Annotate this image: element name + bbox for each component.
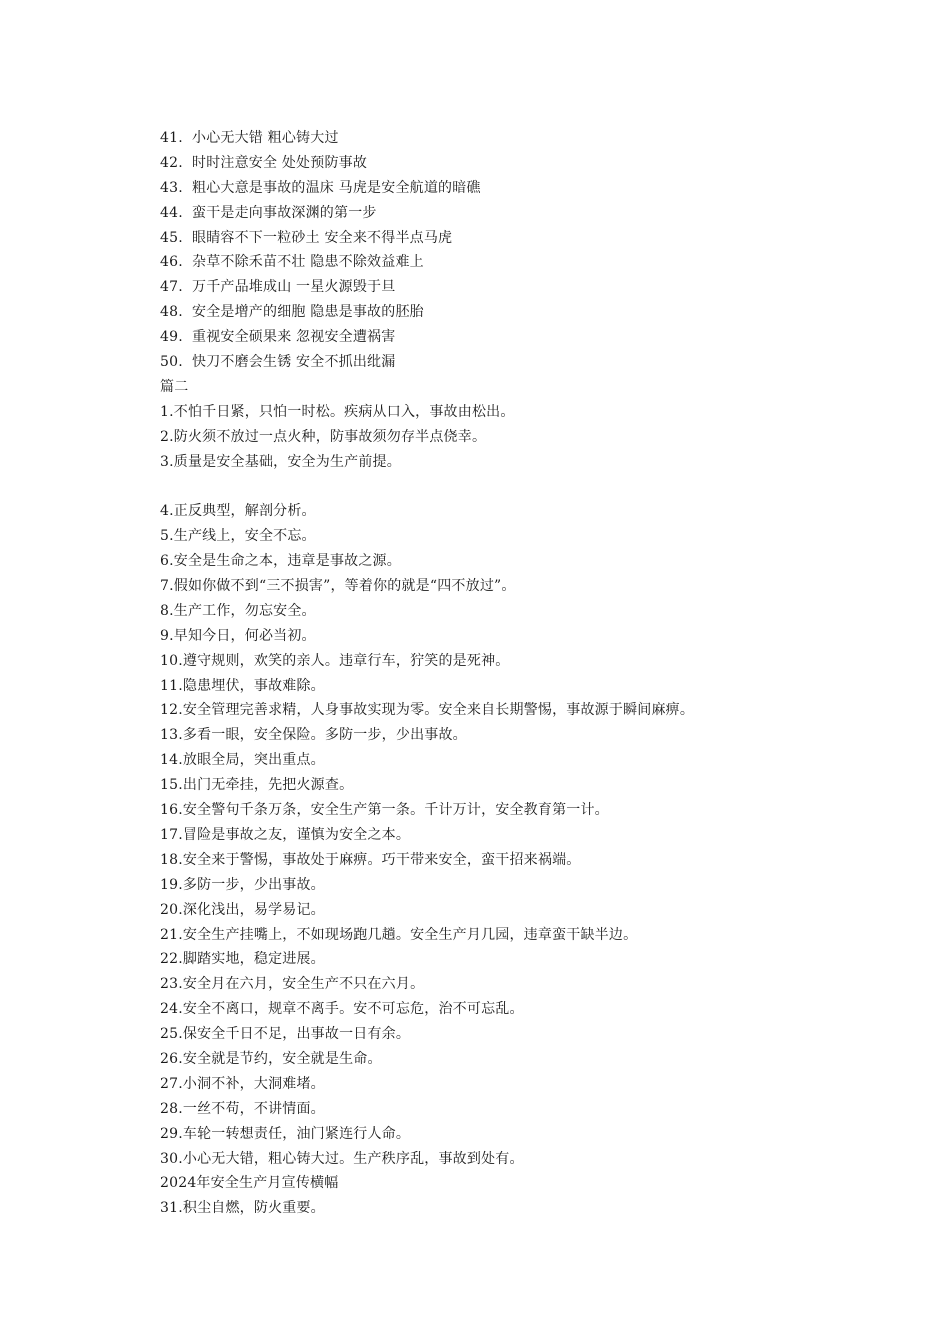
slogan-list-part-two-b bbox=[160, 499, 900, 1171]
list-item: 11.隐患埋伏，事故难除。 bbox=[160, 677, 325, 694]
list-item: 48. 安全是增产的细胞 隐患是事故的胚胎 bbox=[160, 304, 424, 321]
list-item: 26.安全就是节约，安全就是生命。 bbox=[160, 1050, 382, 1067]
list-item: 45. 眼睛容不下一粒砂土 安全来不得半点马虎 bbox=[160, 229, 453, 246]
list-item: 25.保安全千日不足，出事故一日有余。 bbox=[160, 1026, 411, 1043]
list-item: 29.车轮一转想责任，油门紧连行人命。 bbox=[160, 1125, 411, 1142]
list-item: 17.冒险是事故之友，谨慎为安全之本。 bbox=[160, 826, 411, 843]
list-item: 14.放眼全局，突出重点。 bbox=[160, 752, 325, 769]
list-item: 23.安全月在六月，安全生产不只在六月。 bbox=[160, 976, 425, 993]
list-item: 30.小心无大错，粗心铸大过。生产秩序乱，事故到处有。 bbox=[160, 1150, 524, 1167]
list-item: 43. 粗心大意是事故的温床 马虎是安全航道的暗礁 bbox=[160, 179, 481, 196]
section-heading: 篇二 bbox=[160, 378, 189, 395]
slogan-list-part-two-a bbox=[160, 400, 900, 475]
list-item: 44. 蛮干是走向事故深渊的第一步 bbox=[160, 204, 377, 221]
list-item: 5.生产线上，安全不忘。 bbox=[160, 528, 316, 545]
list-item: 2.防火须不放过一点火种，防事故须勿存半点侥幸。 bbox=[160, 428, 487, 445]
list-item: 21.安全生产挂嘴上，不如现场跑几趟。安全生产月几园，违章蛮干缺半边。 bbox=[160, 926, 638, 943]
list-item: 3.质量是安全基础，安全为生产前提。 bbox=[160, 453, 401, 470]
list-item: 10.遵守规则，欢笑的亲人。违章行车，狞笑的是死神。 bbox=[160, 652, 510, 669]
list-item: 13.多看一眼，安全保险。多防一步，少出事故。 bbox=[160, 727, 467, 744]
list-item: 9.早知今日，何必当初。 bbox=[160, 627, 316, 644]
list-item: 50. 快刀不磨会生锈 安全不抓出纰漏 bbox=[160, 354, 396, 371]
blank-line bbox=[160, 474, 900, 499]
document-page bbox=[160, 126, 900, 1221]
list-item: 42. 时时注意安全 处处预防事故 bbox=[160, 154, 368, 171]
list-item: 49. 重视安全硕果来 忽视安全遭祸害 bbox=[160, 329, 396, 346]
list-item: 1.不怕千日紧，只怕一时松。疾病从口入，事故由松出。 bbox=[160, 403, 515, 420]
list-item: 24.安全不离口，规章不离手。安不可忘危，治不可忘乱。 bbox=[160, 1001, 524, 1018]
list-item: 20.深化浅出，易学易记。 bbox=[160, 901, 325, 918]
list-item: 4.正反典型，解剖分析。 bbox=[160, 503, 316, 520]
list-item: 18.安全来于警惕，事故处于麻痹。巧干带来安全，蛮干招来祸端。 bbox=[160, 851, 581, 868]
list-item: 22.脚踏实地，稳定进展。 bbox=[160, 951, 325, 968]
list-item: 28.一丝不苟，不讲情面。 bbox=[160, 1100, 325, 1117]
list-item: 46. 杂草不除禾苗不壮 隐患不除效益难上 bbox=[160, 254, 424, 271]
list-item: 31.积尘自燃，防火重要。 bbox=[160, 1200, 325, 1217]
list-item: 19.多防一步，少出事故。 bbox=[160, 876, 325, 893]
list-item: 8.生产工作，勿忘安全。 bbox=[160, 602, 316, 619]
subheading: 2024年安全生产月宣传横幅 bbox=[160, 1175, 339, 1192]
list-item: 47. 万千产品堆成山 一星火源毁于旦 bbox=[160, 279, 396, 296]
slogan-list-part-one bbox=[160, 126, 900, 375]
list-item: 12.安全管理完善求精，人身事故实现为零。安全来自长期警惕，事故源于瞬间麻痹。 bbox=[160, 702, 695, 719]
list-item: 15.出门无牵挂，先把火源查。 bbox=[160, 777, 354, 794]
list-item: 6.安全是生命之本，违章是事故之源。 bbox=[160, 553, 401, 570]
list-item: 41. 小心无大错 粗心铸大过 bbox=[160, 130, 339, 146]
list-item: 27.小洞不补，大洞难堵。 bbox=[160, 1075, 325, 1092]
list-item: 7.假如你做不到“三不损害”，等着你的就是“四不放过”。 bbox=[160, 578, 516, 595]
list-item: 16.安全警句千条万条，安全生产第一条。千计万计，安全教育第一计。 bbox=[160, 802, 609, 819]
